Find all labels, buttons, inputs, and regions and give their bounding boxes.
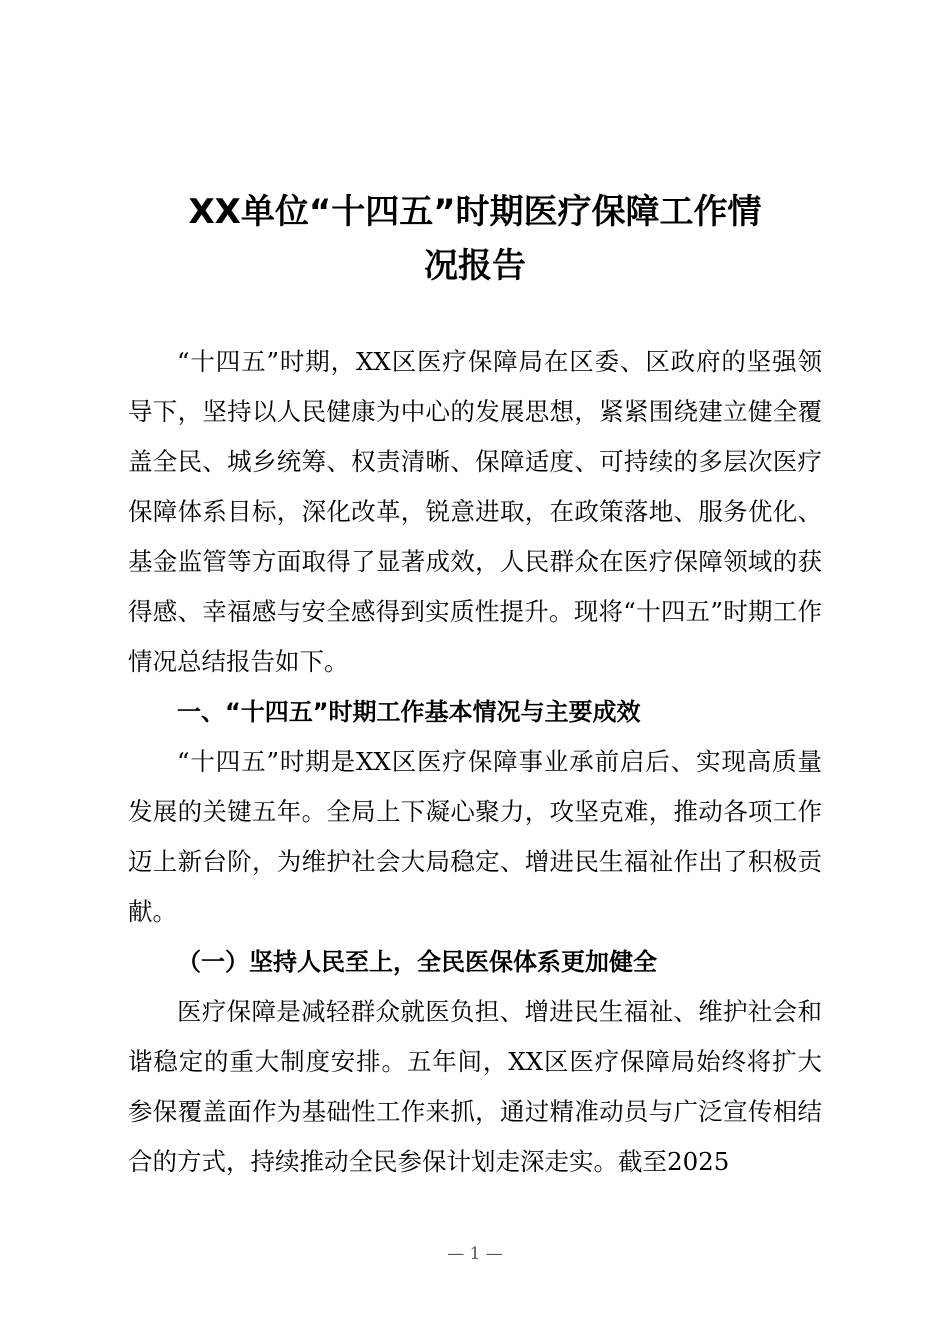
subsection-heading-1: （一）坚持人民至上，全民医保体系更加健全: [177, 948, 657, 976]
title-line-2: 况报告: [424, 246, 526, 286]
intro-paragraph: “十四五”时期，XX区医疗保障局在区委、区政府的坚强领导下，坚持以人民健康为中心的发展思想，紧紧围绕建立健全覆盖全民、城乡统筹、权责清晰、保障适度、可持续的多层次医疗保障体系目标，深化改革，锐意进取，在政策落地、服务优化、基金监管等方面取得了显著成效，人民群众在医疗保障领域的获得感、幸福感与安全感得到实质性提升。现将“十四五”时期工作情况总结报告如下。: [128, 347, 822, 676]
title-line-1: XX单位“十四五”时期医疗保障工作情: [188, 192, 762, 232]
page-number: — 1 —: [447, 1244, 503, 1264]
document-title: [128, 185, 822, 293]
document-body: [128, 337, 822, 1187]
subsection-1-paragraph: 医疗保障是减轻群众就医负担、增进民生福祉、维护社会和谐稳定的重大制度安排。五年间，XX区医疗保障局始终将扩大参保覆盖面作为基础性工作来抓，通过精准动员与广泛宣传相结合的方式，持续推动全民参保计划走深走实。截至2025: [128, 997, 822, 1176]
section-heading-1: 一、“十四五”时期工作基本情况与主要成效: [177, 698, 641, 726]
section-1-paragraph: “十四五”时期是XX区医疗保障事业承前启后、实现高质量发展的关键五年。全局上下凝心聚力，攻坚克难，推动各项工作迈上新台阶，为维护社会大局稳定、增进民生福祉作出了积极贡献。: [128, 747, 822, 926]
